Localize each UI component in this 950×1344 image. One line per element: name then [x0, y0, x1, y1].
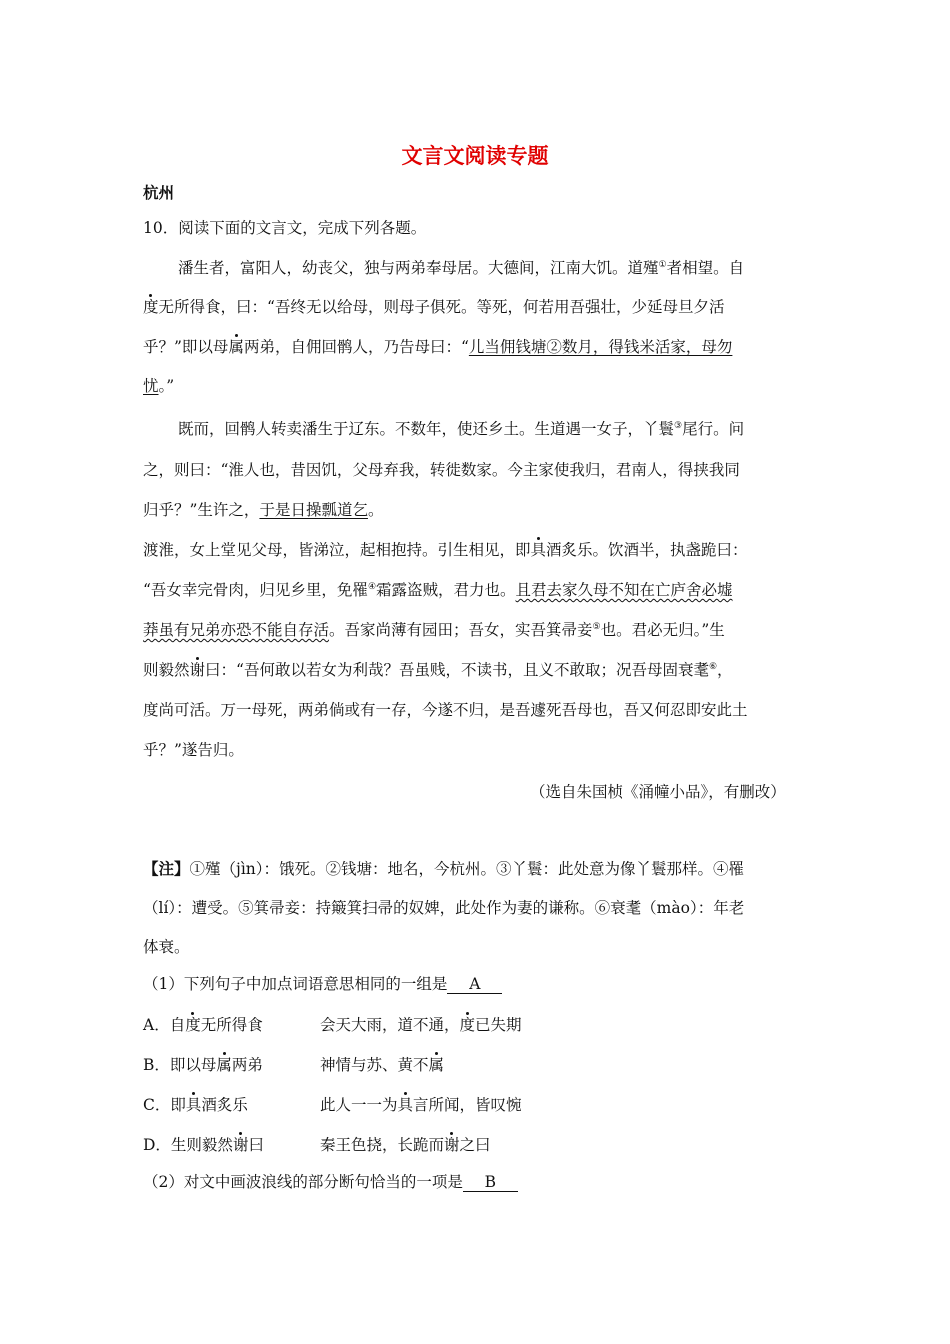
dotted-word: 属	[216, 1056, 232, 1074]
footnote-mark: ④	[367, 582, 377, 592]
question-2-stem: （2）对文中画波浪线的部分断句恰当的一项是 B	[143, 1172, 518, 1192]
dotted-word: 具	[397, 1096, 414, 1114]
passage-line: 之，则曰：“淮人也，昔因饥，父母弃我，转徙数家。今主家使我归，君南人，得挟我同	[143, 461, 740, 479]
option-a: A．自度无所得食	[143, 1016, 263, 1034]
dotted-word: 谢	[189, 661, 206, 679]
source-citation: （选自朱国桢《涌幢小品》，有删改）	[530, 783, 786, 801]
dotted-word: 谢	[444, 1136, 460, 1154]
option-b: B．即以母属两弟	[143, 1056, 263, 1074]
footnote-mark: ⑤	[592, 622, 601, 632]
wavy-underlined-sentence: 且君去家久母不知在亡庐舍必墟	[515, 581, 733, 599]
passage-line: 潘生者，富阳人，幼丧父，独与两弟奉母居。大德间，江南大饥。道殣①者相望。自	[178, 259, 745, 277]
region-heading: 杭州	[143, 184, 175, 202]
underlined-sentence: 于是日操瓢道乞	[259, 501, 368, 519]
option-c: C．即具酒炙乐	[143, 1096, 248, 1114]
dotted-word: 谢	[232, 1136, 249, 1154]
passage-line: “吾女幸完骨肉，归见乡里，免罹④霜露盗贼，君力也。且君去家久母不知在亡庐舍必墟	[143, 581, 733, 599]
footnote-mark: ③	[674, 421, 683, 431]
dotted-word: 度	[459, 1016, 476, 1034]
question-1-stem: （1）下列句子中加点词语意思相同的一组是 A	[143, 974, 502, 994]
passage-line: 乎？”即以母属两弟，自佣回鹘人，乃告母曰：“儿当佣钱塘②数月，得钱米活家，母勿	[143, 338, 733, 356]
passage-line: 既而，回鹘人转卖潘生于辽东。不数年，使还乡土。生道遇一女子，丫鬟③尾行。问	[178, 420, 745, 438]
dotted-word: 属	[228, 338, 244, 356]
answer-blank: A	[447, 975, 502, 994]
option-a-compare: 会天大雨，道不通，度已失期	[320, 1016, 522, 1034]
passage-line: 渡淮，女上堂见父母，皆涕泣，起相抱持。引生相见，即具酒炙乐。饮酒半，执盏跪曰：	[143, 541, 748, 559]
question-intro: 10．阅读下面的文言文，完成下列各题。	[143, 219, 427, 237]
underlined-sentence: 忧	[143, 377, 159, 395]
passage-line: 忧。”	[143, 377, 175, 395]
underlined-sentence: 儿当佣钱塘②数月，得钱米活家，母勿	[468, 338, 733, 356]
dotted-word: 属	[428, 1056, 445, 1074]
notes-line: （lí）：遭受。⑤箕帚妾：持簸箕扫帚的奴婢，此处作为妻的谦称。⑥衰耄（mào）：年老	[143, 899, 745, 917]
passage-line: 莽虽有兄弟亦恐不能自存活。吾家尚薄有园田；吾女，实吾箕帚妾⑤也。君必无归。”生	[143, 621, 725, 639]
notes-label: 【注】	[143, 859, 190, 878]
notes-line: 体衰。	[143, 938, 190, 956]
dotted-word: 度	[143, 298, 159, 316]
notes-line: 【注】①殣（jìn）：饿死。②钱塘：地名，今杭州。③丫鬟：此处意为像丫鬟那样。④罹	[143, 859, 745, 878]
passage-line: 归乎？”生许之，于是日操瓢道乞。	[143, 501, 384, 519]
dotted-word: 度	[185, 1016, 201, 1034]
option-c-compare: 此人一一为具言所闻，皆叹惋	[320, 1096, 522, 1114]
dotted-word: 具	[185, 1096, 202, 1114]
option-d-compare: 秦王色挠，长跪而谢之曰	[320, 1136, 491, 1154]
passage-line: 乎？”遂告归。	[143, 741, 244, 759]
page-title: 文言文阅读专题	[401, 144, 549, 168]
footnote-mark: ⑥	[708, 662, 718, 672]
passage-line: 则毅然谢曰：“吾何敢以若女为利哉？吾虽贱，不读书，且义不敢取；况吾母固衰耄⑥，	[143, 661, 733, 679]
passage-line: 度尚可活。万一母死，两弟倘或有一存，今遂不归，是吾遽死吾母也，吾又何忍即安此土	[143, 701, 748, 719]
answer-blank: B	[463, 1173, 518, 1192]
option-d: D．生则毅然谢曰	[143, 1136, 264, 1154]
footnote-mark: ①	[658, 260, 667, 270]
option-b-compare: 神情与苏、黄不属	[320, 1056, 445, 1074]
wavy-underlined-sentence: 莽虽有兄弟亦恐不能自存活	[143, 621, 330, 639]
dotted-word: 具	[530, 541, 547, 559]
passage-line: 度无所得食，曰：“吾终无以给母，则母子俱死。等死，何若用吾强壮，少延母旦夕活	[143, 298, 725, 316]
